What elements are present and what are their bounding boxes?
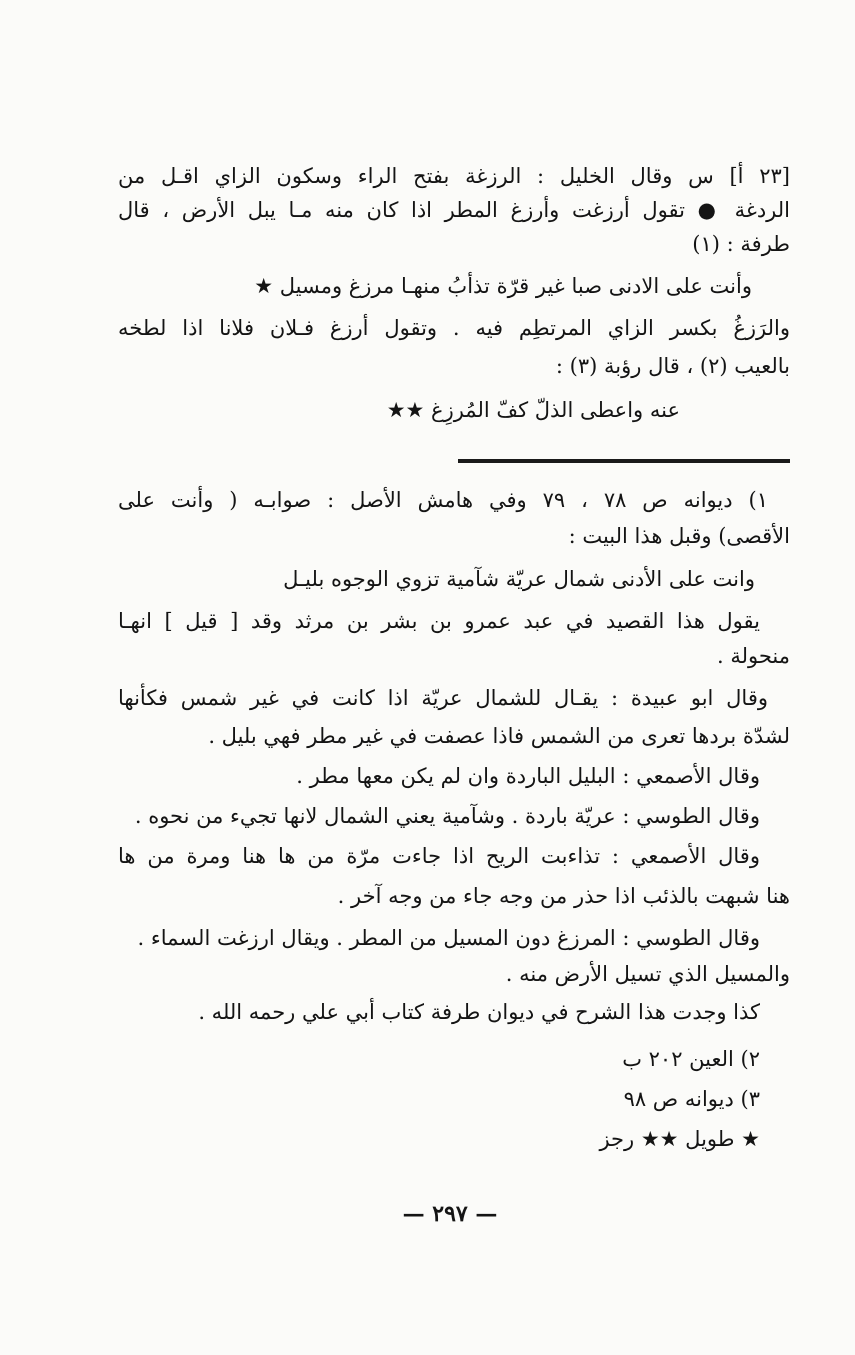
- verse-line: وانت على الأدنى شمال عريّة شآمية تزوي الوجوه بليـل: [283, 567, 755, 591]
- text-line: طرفة : (١): [692, 232, 790, 256]
- footnote-line: وقال الطوسي : المرزغ دون المسيل من المطر . ويقال ارزغت السماء .: [137, 926, 760, 950]
- footnote-line: وقال الطوسي : عريّة باردة . وشآمية يعني الشمال لانها تجيء من نحوه .: [134, 804, 760, 828]
- footnote-line: ٣) ديوانه ص ٩٨: [623, 1087, 760, 1111]
- page-number: — ٢٩٧ —: [402, 1201, 498, 1227]
- footnote-line: وقال الأصمعي : تذاءبت الريح اذا جاءت مرّة من ها هنا ومرة من ها: [118, 844, 760, 868]
- footnote-line: ★ طويل ★★ رجز: [599, 1127, 760, 1151]
- footnote-line: كذا وجدت هذا الشرح في ديوان طرفة كتاب أبي علي رحمه الله .: [198, 1000, 760, 1024]
- footnote-line: ٢) العين ٢٠٢ ب: [622, 1047, 760, 1071]
- text-line: والرَزغُ بكسر الزاي المرتطِم فيه . وتقول أرزغ فـلان فلانا اذا لطخه: [118, 316, 790, 340]
- text-line: الردغة ● تقول أرزغت وأرزغ المطر اذا كان منه مـا يبل الأرض ، قال: [118, 198, 790, 222]
- footnote-divider: [458, 459, 790, 463]
- footnote-line: هنا شبهت بالذئب اذا حذر من وجه جاء من وجه آخر .: [337, 884, 790, 908]
- text-line: [٢٣ أ] س وقال الخليل : الرزغة بفتح الراء وسكون الزاي اقـل من: [118, 164, 790, 188]
- footnote-line: لشدّة بردها تعرى من الشمس فاذا عصفت في غير مطر فهي بليل .: [208, 724, 790, 748]
- verse-line: عنه واعطى الذلّ كفّ المُرزِغ ★★: [386, 398, 680, 422]
- footnote-line: وقال ابو عبيدة : يقـال للشمال عريّة اذا كانت في غير شمس فكأنها: [118, 686, 768, 710]
- footnote-line: منحولة .: [717, 644, 790, 668]
- text-line: بالعيب (٢) ، قال رؤبة (٣) :: [555, 354, 790, 378]
- footnote-line: الأقصى) وقبل هذا البيت :: [568, 524, 790, 548]
- footnote-line: يقول هذا القصيد في عبد عمرو بن بشر بن مرثد وقد [ قيل ] انهـا: [118, 609, 760, 633]
- footnote-line: ١) ديوانه ص ٧٨ ، ٧٩ وفي هامش الأصل : صوابـه ( وأنت على: [118, 488, 768, 512]
- verse-line: وأنت على الادنى صبا غير قرّة تذأبُ منهـا مرزغ ومسيل ★: [254, 274, 752, 298]
- footnote-line: وقال الأصمعي : البليل الباردة وان لم يكن معها مطر .: [296, 764, 760, 788]
- footnote-line: والمسيل الذي تسيل الأرض منه .: [505, 962, 790, 986]
